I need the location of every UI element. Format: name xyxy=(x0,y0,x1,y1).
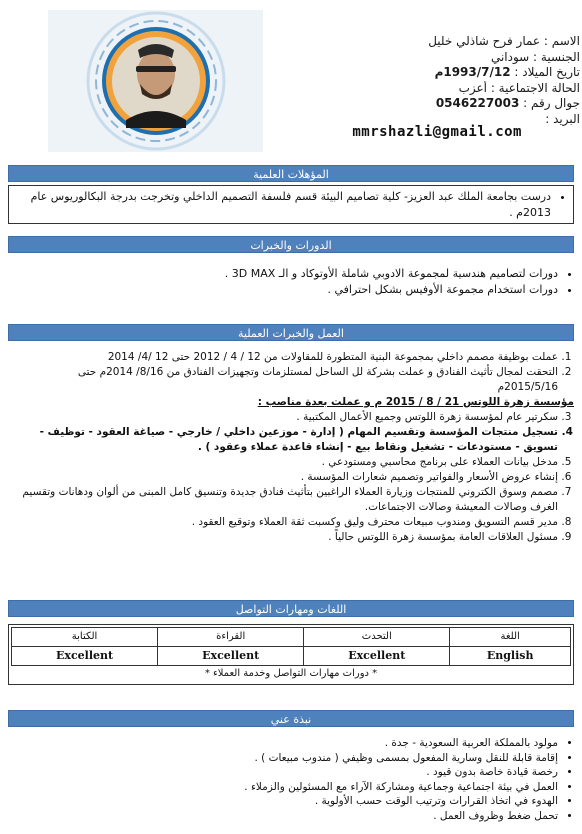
course-item: • دورات استخدام مجموعة الأوفيس بشكل احترافي . xyxy=(16,282,558,298)
experience-item: 3. سكرتير عام لمؤسسة زهرة اللوتس وجميع الأعمال المكتبية . xyxy=(16,410,558,425)
experience-subheading: مؤسسة زهرة اللوتس 21 / 8 / 2015 م و عملت بعدة مناصب : xyxy=(257,396,574,408)
about-header: نبذة عني xyxy=(8,710,574,727)
course-item: • دورات لتصاميم هندسية لمجموعة الادوبي شاملة الأوتوكاد و الـ 3D MAX . xyxy=(16,266,558,282)
experience-item: 2. التحقت لمجال تأثيث الفنادق و عملت بشركة لل الساحل لمستلزمات وتجهيزات الفنادق من 8/16/ 2014م حتى 2015/5/16م xyxy=(16,365,558,395)
courses-header: الدورات والخبرات xyxy=(8,236,574,253)
table-header-cell: اللغة xyxy=(450,628,571,647)
experience-item: 5. مدخل بيانات العملاء على برنامج محاسبي ومستودعي . xyxy=(16,455,558,470)
experience-item: 9. مسئول العلاقات العامة بمؤسسة زهرة اللوتس حالياً . xyxy=(16,530,558,545)
table-header-cell: التحدث xyxy=(304,628,450,647)
table-row xyxy=(12,647,571,666)
education-section xyxy=(8,185,574,224)
education-header: المؤهلات العلمية xyxy=(8,165,574,182)
phone-value: 0546227003 xyxy=(435,96,520,110)
languages-note: * دورات مهارات التواصل وخدمة العملاء * xyxy=(204,668,378,679)
about-item: • مولود بالمملكة العربية السعودية - جدة . xyxy=(16,736,558,751)
email-value: mmrshazli@gmail.com xyxy=(352,124,522,140)
experience-section xyxy=(8,350,574,545)
experience-item: 8. مدير قسم التسويق ومندوب مبيعات محترف وليق وكسبت ثقة العملاء وتوقيع العقود . xyxy=(16,515,558,530)
languages-section xyxy=(8,624,574,685)
table-header-row xyxy=(12,628,571,647)
table-header-cell: القراءة xyxy=(158,628,304,647)
email-label: البريد : xyxy=(545,111,580,126)
personal-info xyxy=(262,34,580,127)
marital-line: الحالة الاجتماعية : أعزب xyxy=(458,80,580,95)
experience-item: 1. عملت بوظيفة مصمم داخلي بمجموعة البنية المتطورة للمقاولات من 12 / 4 / 2012 حتى 12 /4/ 2014 xyxy=(16,350,558,365)
phone-label: جوال رقم : xyxy=(519,96,580,110)
languages-table xyxy=(11,627,571,666)
experience-item: 4. تسجيل منتجات المؤسسة وتقسيم المهام ( إدارة - موزعين داخلي / خارجي - صياغة العقود - توظيف - تسويق - مستودعات - تشغيل ونقاط بيع - إنشاء قاعدة عملاء وعقود ) . xyxy=(16,425,558,455)
experience-header: العمل والخبرات العملية xyxy=(8,324,574,341)
courses-section xyxy=(8,266,574,297)
phone-line xyxy=(262,96,580,112)
about-item: • إقامة قابلة للنقل وسارية المفعول بمسمى وظيفي ( مندوب مبيعات ) . xyxy=(16,751,558,766)
nationality-line: الجنسية : سوداني xyxy=(490,49,580,64)
table-cell: Excellent xyxy=(158,647,304,666)
experience-item: 7. مصمم وسوق الكتروني للمنتجات وزيارة العملاء الراغبين بتأثيث فنادق جديدة وتنسيق كامل المبنى من ألوان ودهانات وتقسيم الغرف وصالات المعيشة وصالات الاجتماعات. xyxy=(16,485,558,515)
experience-item: 6. إنشاء عروض الأسعار والفواتير وتصميم شعارات المؤسسة . xyxy=(16,470,558,485)
education-text: • درست بجامعة الملك عبد العزيز- كلية تصاميم البيئة قسم فلسفة التصميم الداخلي وتخرجت بدرجة البكالوريوس عام 2013م . xyxy=(23,189,551,220)
about-item: • تحمل ضغط وظروف العمل . xyxy=(16,809,558,824)
about-item: • رخصة قيادة خاصة بدون قيود . xyxy=(16,765,558,780)
languages-header: اللغات ومهارات التواصل xyxy=(8,600,574,617)
profile-photo xyxy=(48,10,263,152)
about-item: • العمل في بيئة اجتماعية وجماعية ومشاركة الآراء مع المسئولين والزملاء . xyxy=(16,780,558,795)
education-box xyxy=(8,185,574,224)
name-line: الاسم : عمار فرح شاذلي خليل xyxy=(428,34,580,48)
about-section xyxy=(8,736,574,823)
about-item: • الهدوء في اتخاذ القرارات وترتيب الوقت حسب الأولوية . xyxy=(16,794,558,809)
birth-label: تاريخ الميلاد : xyxy=(510,65,580,79)
birth-line xyxy=(262,65,580,81)
languages-box xyxy=(8,624,574,685)
table-header-cell: الكتابة xyxy=(12,628,158,647)
table-cell: Excellent xyxy=(12,647,158,666)
table-cell: Excellent xyxy=(304,647,450,666)
table-cell: English xyxy=(450,647,571,666)
birth-value: 1993/7/12م xyxy=(434,65,511,79)
